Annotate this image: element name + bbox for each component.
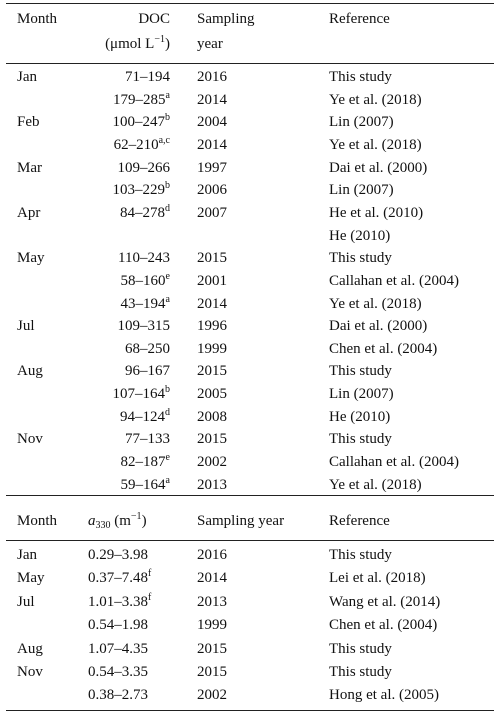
month-cell: Mar	[17, 159, 42, 176]
reference-cell: This study	[329, 363, 392, 380]
footnote-mark: f	[148, 568, 152, 580]
table-row	[0, 269, 500, 293]
reference-cell: He (2010)	[329, 408, 391, 425]
footnote-mark: b	[165, 180, 170, 192]
year-cell: 2014	[197, 136, 227, 153]
reference-cell: This study	[329, 431, 392, 448]
reference-cell: Wang et al. (2014)	[329, 593, 441, 610]
footnote-mark: b	[165, 384, 170, 396]
reference-cell: Ye et al. (2018)	[329, 91, 422, 108]
year-cell: 1999	[197, 617, 227, 634]
header-doc-unit: (μmol $L^{-1}$)	[105, 34, 170, 52]
reference-cell: Chen et al. (2004)	[329, 617, 438, 634]
reference-cell: This study	[329, 250, 392, 267]
year-cell: 2006	[197, 182, 227, 199]
table-row	[0, 683, 500, 707]
year-cell: 2016	[197, 547, 227, 563]
reference-cell: This study	[329, 640, 392, 657]
table-row	[0, 292, 500, 316]
value-cell: 62–210$^{a,c}$	[113, 134, 170, 153]
table-row	[0, 314, 500, 338]
header-reference: Reference	[329, 11, 390, 27]
value-cell: 107–164$^b$	[112, 384, 170, 403]
top-rule	[6, 3, 494, 4]
footnote-mark: a	[165, 89, 170, 101]
table-row	[0, 613, 500, 637]
table-row	[0, 156, 500, 180]
value-cell: 0.29–3.98	[88, 547, 148, 563]
header-rule	[6, 63, 494, 64]
year-cell: 1996	[197, 318, 227, 335]
month-cell: Jul	[17, 318, 35, 335]
value-cell: 58–160e	[120, 270, 170, 289]
footnote-mark: a	[165, 474, 170, 486]
year-cell: 2007	[197, 204, 227, 221]
table-row	[0, 88, 500, 112]
table-row	[0, 359, 500, 383]
reference-cell: He (2010)	[329, 227, 391, 244]
header-reference-2: Reference	[329, 513, 390, 529]
year-cell: 2013	[197, 593, 227, 610]
footnote-mark: e	[165, 452, 170, 464]
header-a330: $a_{330}$ $(m^{-1})$	[88, 511, 147, 531]
header-month-2: Month	[17, 513, 58, 529]
table-row	[0, 590, 500, 614]
table-row	[0, 566, 500, 590]
table-row	[0, 65, 500, 89]
value-cell: 0.38–2.73	[88, 687, 148, 704]
month-cell: Jan	[17, 547, 37, 563]
year-cell: 2002	[197, 454, 227, 471]
month-cell: Feb	[17, 114, 40, 131]
value-cell: 1.07–4.35	[88, 640, 148, 657]
year-cell: 2015	[197, 431, 227, 448]
bottom-rule	[6, 710, 494, 711]
reference-cell: Lin (2007)	[329, 386, 394, 403]
table-row	[0, 201, 500, 225]
footnote-mark: a	[165, 293, 170, 305]
reference-cell: This study	[329, 547, 392, 563]
year-cell: 1997	[197, 159, 227, 176]
section-rule	[6, 495, 494, 496]
year-cell: 2004	[197, 114, 227, 131]
year-cell: 2015	[197, 363, 227, 380]
month-cell: Nov	[17, 664, 43, 680]
table-row	[0, 637, 500, 661]
footnote-mark: a,c	[158, 134, 170, 146]
reference-cell: Dai et al. (2000)	[329, 159, 428, 176]
footnote-mark: f	[148, 591, 152, 603]
value-cell: 71–194	[125, 69, 170, 85]
year-cell: 2013	[197, 476, 227, 493]
year-cell: 1999	[197, 340, 227, 357]
year-cell: 2008	[197, 408, 227, 425]
footnote-mark: e	[165, 270, 170, 282]
month-cell: Nov	[17, 431, 43, 448]
footnote-mark: b	[165, 112, 170, 124]
value-cell: 0.37–7.48$^f$	[88, 568, 152, 587]
table-row	[0, 337, 500, 361]
year-cell: 2014	[197, 295, 227, 312]
reference-cell: Callahan et al. (2004)	[329, 454, 459, 471]
header-doc: DOC	[138, 11, 170, 27]
reference-cell: Lin (2007)	[329, 182, 394, 199]
header-rule-2	[6, 540, 494, 541]
value-cell: 82–187e	[120, 452, 170, 471]
reference-cell: Ye et al. (2018)	[329, 295, 422, 312]
value-cell: 94–124$^d$	[120, 406, 170, 425]
value-cell: 43–194$^a$	[120, 293, 170, 312]
month-cell: Apr	[17, 204, 41, 221]
reference-cell: Dai et al. (2000)	[329, 318, 428, 335]
value-cell: 110–243	[118, 250, 170, 267]
year-cell: 2015	[197, 664, 227, 680]
value-cell: 0.54–3.35	[88, 664, 148, 680]
year-cell: 2014	[197, 570, 227, 587]
reference-cell: Ye et al. (2018)	[329, 136, 422, 153]
month-cell: Jul	[17, 593, 35, 610]
table-row	[0, 450, 500, 474]
table-row	[0, 473, 500, 497]
value-cell: 59–164$^a$	[120, 474, 170, 493]
table-row	[0, 246, 500, 270]
month-cell: Aug	[17, 363, 43, 380]
table-row	[0, 224, 500, 248]
year-cell: 2001	[197, 272, 227, 289]
year-cell: 2015	[197, 250, 227, 267]
value-cell: 84–278$^d$	[120, 202, 170, 221]
value-cell: 77–133	[125, 431, 170, 448]
table-row	[0, 543, 500, 567]
month-cell: Aug	[17, 640, 43, 657]
value-cell: 109–266	[117, 159, 170, 176]
reference-cell: Ye et al. (2018)	[329, 476, 422, 493]
value-cell: 179–285$^a$	[113, 89, 170, 108]
year-cell: 2016	[197, 69, 227, 85]
footnote-mark: d	[165, 202, 170, 214]
header-sampling: Sampling	[197, 11, 255, 27]
value-cell: 100–247$^b$	[112, 112, 170, 131]
table-row	[0, 133, 500, 157]
reference-cell: Chen et al. (2004)	[329, 340, 438, 357]
month-cell: May	[17, 570, 45, 587]
reference-cell: Hong et al. (2005)	[329, 687, 439, 704]
value-cell: 109–315	[117, 318, 170, 335]
table-row	[0, 660, 500, 684]
reference-cell: Callahan et al. (2004)	[329, 272, 459, 289]
reference-cell: He et al. (2010)	[329, 204, 424, 221]
value-cell: 96–167	[125, 363, 170, 380]
table-row	[0, 110, 500, 134]
reference-cell: Lin (2007)	[329, 114, 394, 131]
year-cell: 2005	[197, 386, 227, 403]
month-cell: Jan	[17, 69, 37, 85]
value-cell: 0.54–1.98	[88, 617, 148, 634]
year-cell: 2002	[197, 687, 227, 704]
table-row	[0, 178, 500, 202]
header-month: Month	[17, 11, 58, 27]
year-cell: 2014	[197, 91, 227, 108]
value-cell: 1.01–3.38$^f$	[88, 591, 152, 610]
table-row	[0, 427, 500, 451]
value-cell: 103–229$^b$	[112, 180, 170, 199]
reference-cell: This study	[329, 69, 392, 85]
header-year: year	[197, 36, 223, 52]
table-row	[0, 382, 500, 406]
reference-cell: Lei et al. (2018)	[329, 570, 426, 587]
table-row	[0, 405, 500, 429]
reference-cell: This study	[329, 664, 392, 680]
month-cell: May	[17, 250, 45, 267]
header-sampling-year: Sampling year	[197, 513, 285, 529]
value-cell: 68–250	[125, 340, 170, 357]
footnote-mark: d	[165, 406, 170, 418]
year-cell: 2015	[197, 640, 227, 657]
